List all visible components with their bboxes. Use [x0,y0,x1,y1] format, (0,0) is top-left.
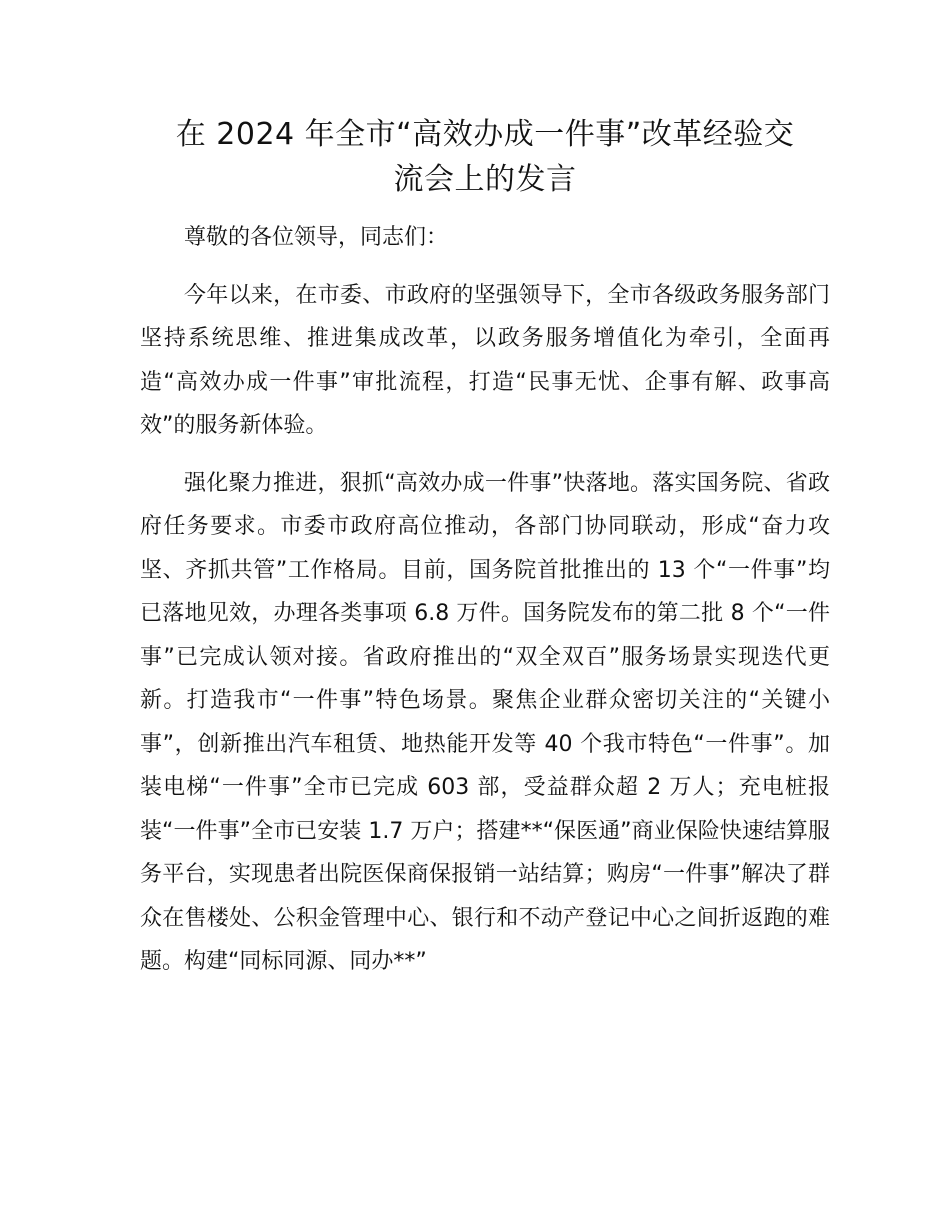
title-line-1: 在 2024 年全市“高效办成一件事”改革经验交 [175,117,795,152]
paragraph-2: 强化聚力推进，狠抓“高效办成一件事”快落地。落实国务院、省政府任务要求。市委市政府高位推动，各部门协同联动，形成“奋力攻坚、齐抓共管”工作格局。目前，国务院首批推出的 13 个“一件事”均已落地见效，办理各类事项 6.8 万件。国务院发布的第二批 8 个“一件事”已完成认领对接。省政府推出的“双全双百”服务场景实现迭代更新。打造我市“一件事”特色场景。聚焦企业群众密切关注的“关键小事”，创新推出汽车租赁、地热能开发等 40 个我市特色“一件事”。加装电梯“一件事”全市已完成 603 部，受益群众超 2 万人；充电桩报装“一件事”全市已安装 1.7 万户；搭建**“保医通”商业保险快速结算服务平台，实现患者出院医保商保报销一站结算；购房“一件事”解决了群众在售楼处、公积金管理中心、银行和不动产登记中心之间折返跑的难题。构建“同标同源、同办**” [140,470,830,974]
document-page [140,112,830,984]
paragraph-1: 今年以来，在市委、市政府的坚强领导下，全市各级政务服务部门坚持系统思维、推进集成改革，以政务服务增值化为牵引，全面再造“高效办成一件事”审批流程，打造“民事无忧、企事有解、政事高效”的服务新体验。 [140,282,830,438]
document-title [140,112,830,202]
salutation: 尊敬的各位领导，同志们： [184,225,449,250]
title-line-2: 流会上的发言 [393,162,577,197]
